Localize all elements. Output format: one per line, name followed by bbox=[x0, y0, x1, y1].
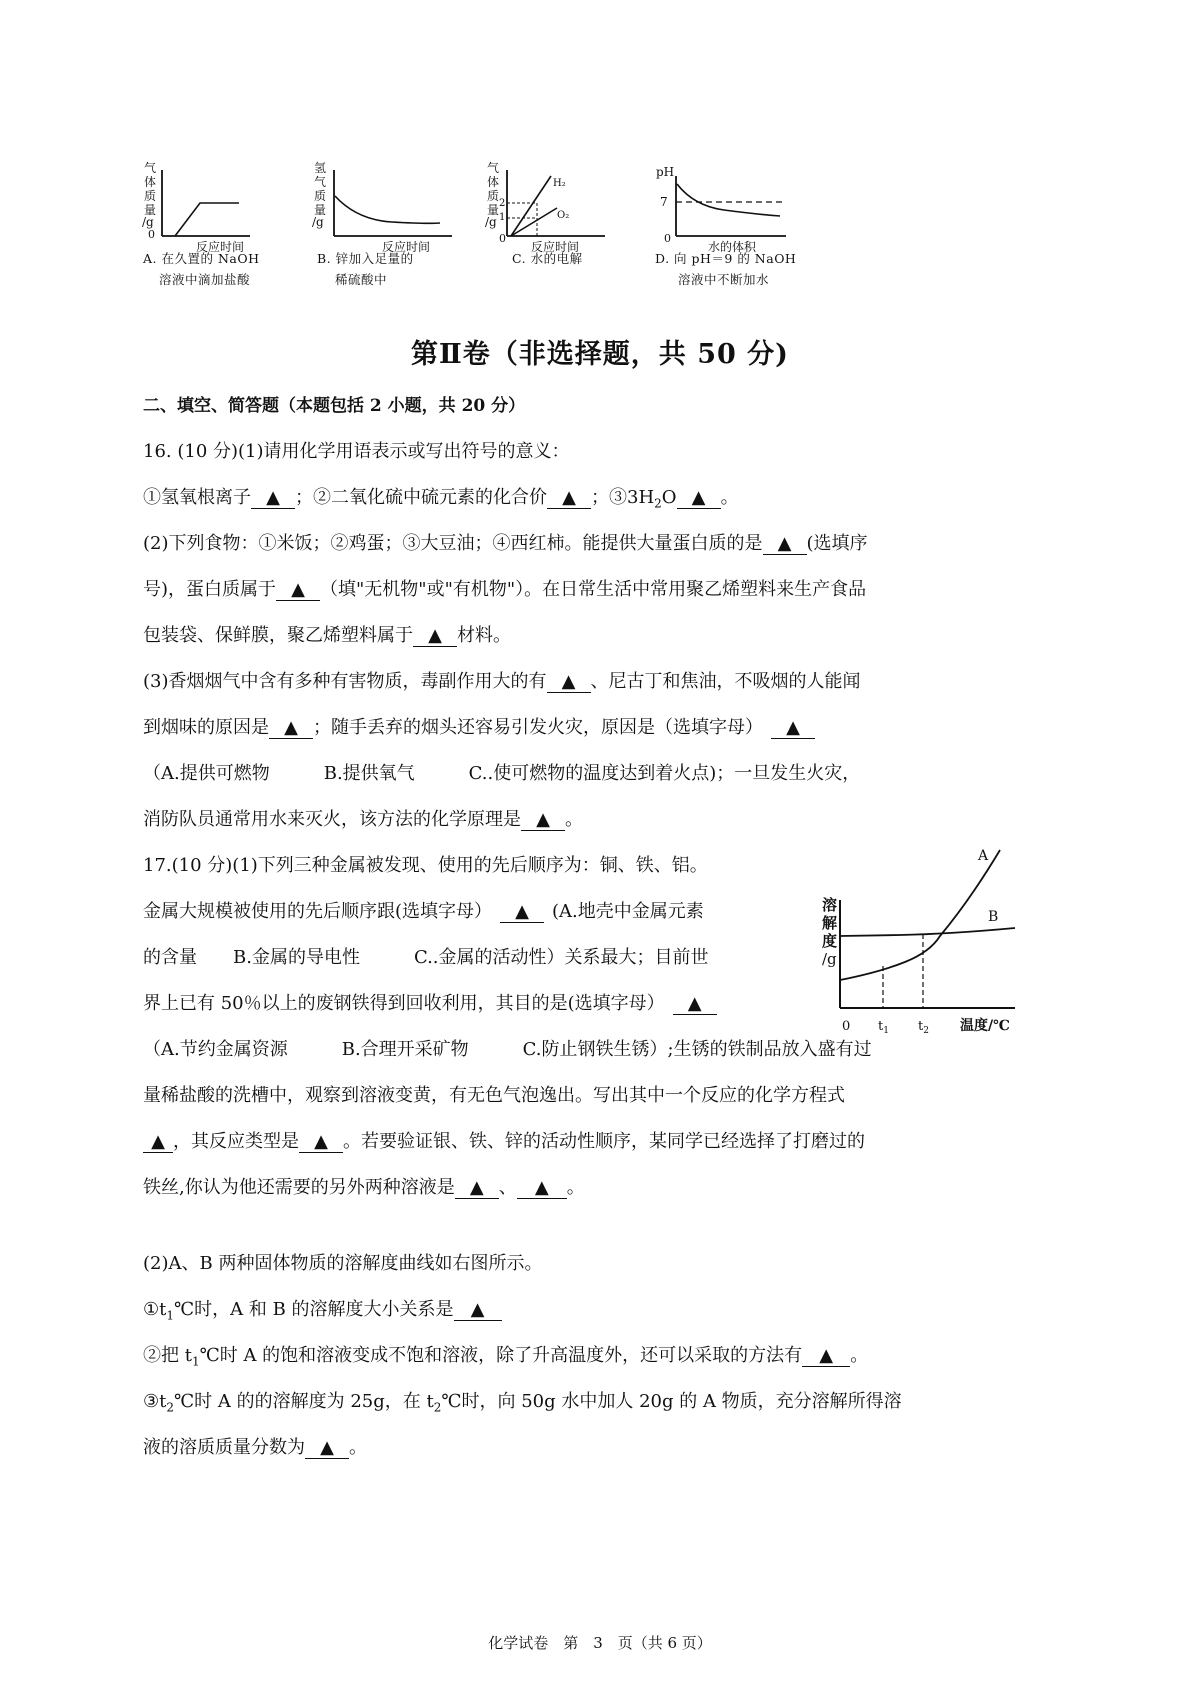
q16-line-7-text-b: ；随手丢弃的烟头还容易引发火灾，原因是（选填字母） bbox=[313, 717, 763, 738]
sol-t1-letter: t bbox=[878, 1019, 884, 1034]
q17-line-6: 量稀盐酸的洗槽中，观察到溶液变黄，有无色气泡逸出。写出其中一个反应的化学方程式 bbox=[143, 1085, 845, 1106]
sol-t2-letter: t bbox=[918, 1019, 924, 1034]
fig-d-origin: 0 bbox=[664, 232, 671, 245]
sol-label-a: A bbox=[978, 848, 989, 864]
q17-subscript: 1 bbox=[191, 1354, 200, 1369]
q16-line-4 bbox=[143, 578, 866, 602]
fig-c-xlabel: 反应时间 bbox=[531, 240, 580, 254]
q16-line-2-text-e: 。 bbox=[720, 487, 739, 508]
answer-blank[interactable]: ▲ bbox=[547, 672, 591, 693]
q17-part2-line-5 bbox=[143, 1436, 367, 1460]
fig-c-caption-1: C. 水的电解 bbox=[512, 251, 583, 266]
sol-ylabel-3: 度 bbox=[822, 932, 838, 950]
answer-blank[interactable]: ▲ bbox=[547, 488, 591, 509]
fig-a-ylabel-5: /g bbox=[142, 215, 154, 229]
q16-line-5-text-b: 材料。 bbox=[457, 625, 511, 646]
fig-b-curve bbox=[335, 196, 440, 223]
q17-line-2-text-a: 金属大规模被使用的先后顺序跟(选填字母） bbox=[143, 901, 493, 922]
answer-blank[interactable]: ▲ bbox=[771, 718, 815, 739]
q17-part2-line-5-text-b: 。 bbox=[349, 1437, 367, 1458]
q17-subscript: 1 bbox=[166, 1308, 175, 1323]
q16-line-9 bbox=[143, 808, 583, 832]
q17-line-4-text-a: 界上已有 50％以上的废钢铁得到回收利用，其目的是(选填字母） bbox=[143, 993, 665, 1014]
fig-c-o2-label: O₂ bbox=[557, 210, 570, 221]
sol-curve-b bbox=[840, 928, 1015, 936]
q16-line-7 bbox=[143, 716, 815, 740]
answer-blank[interactable]: ▲ bbox=[299, 1132, 343, 1153]
answer-blank[interactable]: ▲ bbox=[677, 488, 721, 509]
fig-a-origin: 0 bbox=[148, 228, 155, 241]
sol-curve-a bbox=[840, 850, 1000, 980]
q17-part2-line-4-text-b: ℃时 A 的的溶解度为 25g，在 t bbox=[174, 1391, 434, 1412]
fig-d-caption-2: 溶液中不断加水 bbox=[678, 272, 770, 287]
fig-b-ylabel-3: 质 bbox=[314, 189, 327, 203]
fig-b-ylabel-5: /g bbox=[312, 215, 324, 229]
sol-t2-sub: 2 bbox=[923, 1026, 929, 1036]
q17-subscript: 2 bbox=[433, 1400, 442, 1415]
fig-c-origin: 0 bbox=[499, 232, 506, 245]
answer-blank[interactable]: ▲ bbox=[251, 488, 295, 509]
answer-blank[interactable]: ▲ bbox=[305, 1438, 349, 1459]
answer-blank[interactable]: ▲ bbox=[413, 626, 457, 647]
fig-a-xlabel: 反应时间 bbox=[196, 240, 245, 254]
answer-blank[interactable]: ▲ bbox=[521, 810, 565, 831]
fig-c-ylabel-3: 质 bbox=[487, 189, 500, 203]
q17-line-1: 17.(10 分)(1)下列三种金属被发现、使用的先后顺序为：铜、铁、铝。 bbox=[143, 855, 708, 876]
q17-line-8-text-c: 。 bbox=[566, 1177, 585, 1198]
q17-part2-line-2-text-b: ℃时，A 和 B 的溶解度大小关系是 bbox=[174, 1299, 454, 1320]
fig-c-ylabel-2: 体 bbox=[487, 175, 500, 189]
fig-a-ylabel-1: 气 bbox=[144, 161, 157, 175]
fig-b-caption-2: 稀硫酸中 bbox=[335, 272, 388, 287]
figure-a-graph bbox=[140, 160, 300, 260]
sol-label-b: B bbox=[988, 909, 999, 925]
q17-line-8-text-b: 、 bbox=[498, 1177, 517, 1198]
q17-part2-line-3 bbox=[143, 1344, 868, 1374]
solubility-graph bbox=[810, 840, 1030, 1040]
sol-t1-sub: 1 bbox=[883, 1026, 889, 1036]
q17-line-7-text-a: ，其反应类型是 bbox=[173, 1131, 299, 1152]
q16-line-2-text-c: ；③3H bbox=[591, 487, 655, 508]
fig-a-caption-1: A. 在久置的 NaOH bbox=[143, 251, 260, 266]
q16-line-9-text-a: 消防队员通常用水来灭火，该方法的化学原理是 bbox=[143, 809, 521, 830]
fig-a-curve bbox=[175, 203, 239, 236]
fig-d-curve bbox=[677, 184, 780, 216]
q17-line-2 bbox=[143, 900, 704, 924]
fig-b-caption-1: B. 锌加入足量的 bbox=[317, 251, 414, 266]
answer-blank[interactable]: ▲ bbox=[802, 1346, 850, 1367]
q16-line-4-text-b: （填"无机物"或"有机物"）。在日常生活中常用聚乙烯塑料来生产食品 bbox=[320, 579, 867, 600]
sol-t2-label bbox=[918, 1019, 929, 1036]
q16-line-2-text-d: O bbox=[661, 487, 677, 508]
q16-line-6-text-b: 、尼古丁和焦油，不吸烟的人能闻 bbox=[590, 671, 861, 692]
answer-blank[interactable]: ▲ bbox=[269, 718, 313, 739]
fig-a-ylabel-2: 体 bbox=[144, 175, 157, 189]
fig-a-caption-2: 溶液中滴加盐酸 bbox=[159, 272, 251, 287]
sol-xlabel: 温度/℃ bbox=[960, 1018, 1010, 1034]
sol-origin: 0 bbox=[842, 1019, 851, 1034]
q16-line-6-text-a: (3)香烟烟气中含有多种有害物质，毒副作用大的有 bbox=[143, 671, 547, 692]
q16-line-3 bbox=[143, 532, 868, 556]
answer-blank[interactable]: ▲ bbox=[455, 1178, 499, 1199]
figure-d-graph bbox=[654, 160, 824, 260]
fig-b-ylabel-1: 氢 bbox=[314, 161, 327, 175]
sol-t1-label bbox=[878, 1019, 889, 1036]
answer-blank[interactable]: ▲ bbox=[276, 580, 320, 601]
fig-c-o2-line bbox=[511, 208, 557, 236]
figure-c-graph bbox=[485, 160, 645, 260]
fig-c-ylabel-1: 气 bbox=[487, 161, 500, 175]
answer-blank[interactable]: ▲ bbox=[143, 1132, 173, 1153]
answer-blank[interactable]: ▲ bbox=[673, 994, 717, 1015]
q17-part2-line-2 bbox=[143, 1298, 502, 1328]
solubility-figure bbox=[810, 840, 1030, 1044]
q17-part2-line-4-text-a: ③t bbox=[143, 1391, 167, 1412]
q17-part2-line-3-text-c: 。 bbox=[850, 1345, 869, 1366]
q17-part2-line-4-text-c: ℃时，向 50g 水中加人 20g 的 A 物质，充分溶解所得溶 bbox=[441, 1391, 902, 1412]
q17-line-2-text-b: (A.地壳中金属元素 bbox=[552, 901, 704, 922]
answer-blank[interactable]: ▲ bbox=[454, 1300, 502, 1321]
q16-line-2-text-a: ①氢氧根离子 bbox=[143, 487, 251, 508]
page-footer: 化学试卷 第 3 页（共 6 页） bbox=[488, 1634, 712, 1652]
q16-line-9-text-b: 。 bbox=[565, 809, 583, 830]
q16-line-1: 16. (10 分)(1)请用化学用语表示或写出符号的意义： bbox=[143, 441, 570, 462]
fig-a-ylabel-3: 质 bbox=[144, 189, 157, 203]
q17-line-8 bbox=[143, 1176, 585, 1200]
q17-part2-line-3-text-b: ℃时 A 的饱和溶液变成不饱和溶液，除了升高温度外，还可以采取的方法有 bbox=[199, 1345, 803, 1366]
sol-ylabel-2: 解 bbox=[822, 914, 838, 932]
answer-blank[interactable]: ▲ bbox=[517, 1178, 567, 1199]
q16-line-3-text-b: (选填序 bbox=[806, 533, 868, 554]
q17-part2-line-5-text-a: 液的溶质质量分数为 bbox=[143, 1437, 305, 1458]
fig-a-ylabel-4: 量 bbox=[144, 203, 157, 217]
sol-ylabel-1: 溶 bbox=[822, 896, 838, 914]
fig-c-h2-line bbox=[511, 176, 551, 236]
answer-blank[interactable]: ▲ bbox=[763, 534, 807, 555]
section-title: 第Ⅱ卷（非选择题，共 50 分) bbox=[411, 339, 789, 370]
fig-c-ylabel-5: /g bbox=[485, 215, 497, 229]
sol-ylabel-4: /g bbox=[822, 950, 837, 968]
fig-c-tick-1: 1 bbox=[499, 212, 506, 223]
q17-part2-line-3-text-a: ②把 t bbox=[143, 1345, 192, 1366]
fig-d-ylabel: pH bbox=[656, 165, 675, 179]
q17-part2-line-2-text-a: ①t bbox=[143, 1299, 167, 1320]
q17-part2-line-4 bbox=[143, 1390, 902, 1420]
part-heading: 二、填空、简答题（本题包括 2 小题，共 20 分） bbox=[143, 396, 526, 416]
q16-line-5-text-a: 包装袋、保鲜膜，聚乙烯塑料属于 bbox=[143, 625, 413, 646]
q17-part2-line-1: (2)A、B 两种固体物质的溶解度曲线如右图所示。 bbox=[143, 1253, 543, 1274]
answer-blank[interactable]: ▲ bbox=[500, 902, 544, 923]
q16-line-3-text-a: (2)下列食物：①米饭；②鸡蛋；③大豆油；④西红柿。能提供大量蛋白质的是 bbox=[143, 533, 763, 554]
fig-c-tick-2: 2 bbox=[499, 198, 506, 209]
q16-subscript: 2 bbox=[654, 496, 662, 511]
fig-b-xlabel: 反应时间 bbox=[382, 240, 431, 254]
q17-line-3: 的含量 B.金属的导电性 C..金属的活动性）关系最大；目前世 bbox=[143, 947, 709, 968]
q17-line-4 bbox=[143, 992, 717, 1016]
q16-line-8: （A.提供可燃物 B.提供氧气 C..使可燃物的温度达到着火点)；一旦发生火灾， bbox=[143, 763, 861, 784]
figure-b-graph bbox=[312, 160, 472, 260]
q17-line-7-text-b: 。若要验证银、铁、锌的活动性顺序，某同学已经选择了打磨过的 bbox=[343, 1131, 865, 1152]
q17-subscript: 2 bbox=[166, 1400, 175, 1415]
fig-b-ylabel-4: 量 bbox=[314, 203, 327, 217]
fig-d-tick-7: 7 bbox=[660, 195, 668, 209]
q17-line-7 bbox=[143, 1130, 865, 1154]
q16-line-2 bbox=[143, 486, 739, 516]
q16-line-7-text-a: 到烟味的原因是 bbox=[143, 717, 269, 738]
q16-line-5 bbox=[143, 624, 511, 648]
q17-line-8-text-a: 铁丝,你认为他还需要的另外两种溶液是 bbox=[143, 1177, 455, 1198]
fig-b-ylabel-2: 气 bbox=[314, 175, 327, 189]
fig-c-ylabel-4: 量 bbox=[487, 203, 500, 217]
q16-line-4-text-a: 号)，蛋白质属于 bbox=[143, 579, 277, 600]
q16-line-2-text-b: ；②二氧化硫中硫元素的化合价 bbox=[295, 487, 547, 508]
fig-d-xlabel: 水的体积 bbox=[708, 240, 757, 254]
q16-line-6 bbox=[143, 670, 861, 694]
fig-d-caption-1: D. 向 pH＝9 的 NaOH bbox=[655, 251, 797, 266]
q17-line-5: （A.节约金属资源 B.合理开采矿物 C.防止钢铁生锈）;生锈的铁制品放入盛有过 bbox=[143, 1039, 872, 1060]
fig-c-h2-label: H₂ bbox=[553, 178, 566, 189]
